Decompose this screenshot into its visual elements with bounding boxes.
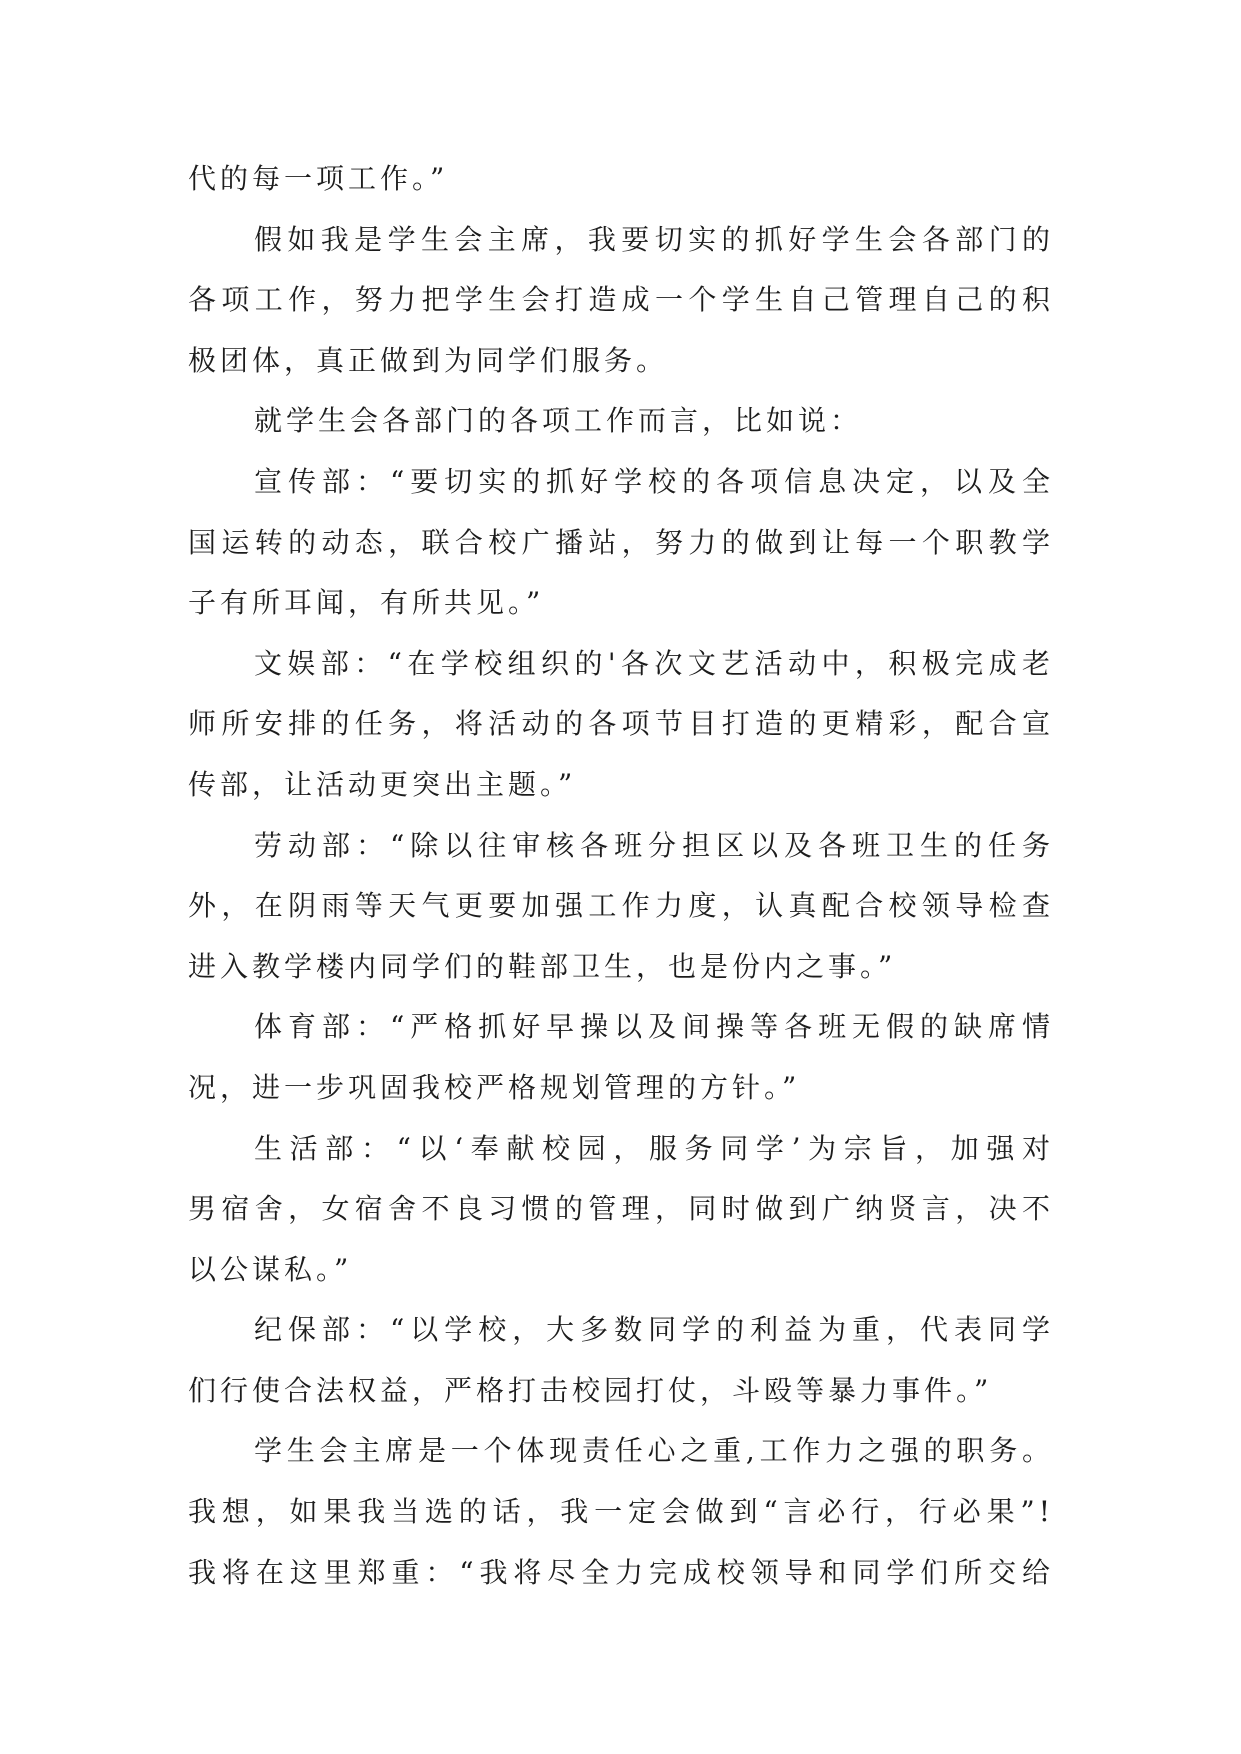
text-line: 我将在这里郑重：“我将尽全力完成校领导和同学们所交给 <box>188 1555 1054 1589</box>
text-line: 生活部：“以‘奉献校园，服务同学’为宗旨，加强对 <box>254 1131 1054 1165</box>
text-line: 劳动部：“除以往审核各班分担区以及各班卫生的任务 <box>254 828 1054 862</box>
text-line: 体育部：“严格抓好早操以及间操等各班无假的缺席情 <box>254 1010 1054 1044</box>
text-line: 就学生会各部门的各项工作而言，比如说： <box>254 404 863 438</box>
text-line: 纪保部：“以学校，大多数同学的利益为重，代表同学 <box>254 1313 1054 1347</box>
text-line: 我想，如果我当选的话，我一定会做到“言必行，行必果”! <box>188 1495 1054 1529</box>
text-line: 外，在阴雨等天气更要加强工作力度，认真配合校领导检查 <box>188 889 1054 923</box>
text-line: 极团体，真正做到为同学们服务。 <box>188 343 669 377</box>
paragraph-conclusion <box>188 1421 1054 1603</box>
paragraph-life <box>188 1119 1054 1301</box>
text-line: 文娱部：“在学校组织的'各次文艺活动中，积极完成老 <box>254 646 1054 680</box>
text-line: 假如我是学生会主席，我要切实的抓好学生会各部门的 <box>254 222 1054 256</box>
text-line: 学生会主席是一个体现责任心之重,工作力之强的职务。 <box>254 1434 1054 1468</box>
text-line: 男宿舍，女宿舍不良习惯的管理，同时做到广纳贤言，决不 <box>188 1192 1054 1226</box>
text-line: 们行使合法权益，严格打击校园打仗，斗殴等暴力事件。” <box>188 1373 993 1407</box>
text-line: 国运转的动态，联合校广播站，努力的做到让每一个职教学 <box>188 525 1054 559</box>
text-line: 代的每一项工作。” <box>188 162 449 195</box>
text-line: 传部，让活动更突出主题。” <box>188 767 577 801</box>
paragraph-discipline <box>188 1300 1054 1421</box>
text-line: 子有所耳闻，有所共见。” <box>188 586 545 620</box>
document-body <box>188 149 1054 1603</box>
text-line: 进入教学楼内同学们的鞋部卫生，也是份内之事。” <box>188 949 897 983</box>
text-line: 宣传部：“要切实的抓好学校的各项信息决定，以及全 <box>254 464 1054 498</box>
paragraph-sports <box>188 997 1054 1118</box>
text-line: 况，进一步巩固我校严格规划管理的方针。” <box>188 1070 801 1104</box>
text-line: 师所安排的任务，将活动的各项节目打造的更精彩，配合宣 <box>188 707 1054 741</box>
paragraph-departments-lead <box>188 391 1054 452</box>
paragraph-intro <box>188 210 1054 392</box>
text-line: 各项工作，努力把学生会打造成一个学生自己管理自己的积 <box>188 283 1054 317</box>
paragraph-continuation <box>188 149 1054 210</box>
paragraph-publicity <box>188 452 1054 634</box>
paragraph-labor <box>188 816 1054 998</box>
text-line: 以公谋私。” <box>188 1252 353 1286</box>
paragraph-entertainment <box>188 634 1054 816</box>
